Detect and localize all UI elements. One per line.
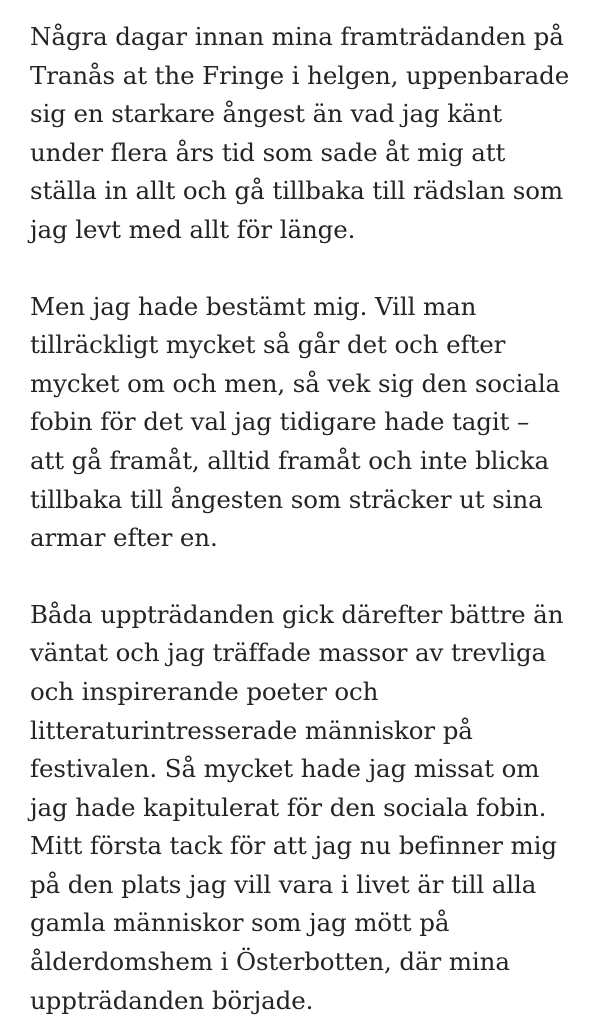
text-line: ålderdomshem i Österbotten, där mina bbox=[30, 947, 510, 977]
text-line: jag levt med allt för länge. bbox=[30, 214, 356, 244]
text-line: litteraturintresserade människor på bbox=[30, 715, 473, 745]
text-line: och inspirerande poeter och bbox=[30, 676, 379, 706]
text-line: Några dagar innan mina framträdanden på bbox=[30, 22, 564, 51]
text-line: ställa in allt och gå tillbaka till rädslan som bbox=[30, 176, 563, 206]
text-line: armar efter en. bbox=[30, 523, 218, 553]
text-line: uppträdanden började. bbox=[30, 985, 314, 1015]
text-line: festivalen. Så mycket hade jag missat om bbox=[30, 754, 540, 784]
text-line: fobin för det val jag tidigare hade tagit – bbox=[30, 407, 530, 437]
text-line: Men jag hade bestämt mig. Vill man bbox=[30, 291, 477, 321]
text-line: att gå framåt, alltid framåt och inte blicka bbox=[30, 445, 550, 475]
text-line: Tranås at the Fringe i helgen, uppenbarade bbox=[30, 60, 570, 90]
article-body bbox=[30, 18, 590, 1020]
text-line: tillbaka till ångesten som sträcker ut sina bbox=[30, 484, 543, 514]
text-line: Mitt första tack för att jag nu befinner mig bbox=[30, 831, 557, 861]
text-line: sig en starkare ångest än vad jag känt bbox=[30, 99, 502, 129]
paragraph-2 bbox=[30, 288, 590, 558]
text-line: mycket om och men, så vek sig den sociala bbox=[30, 368, 561, 398]
text-line: på den plats jag vill vara i livet är till alla bbox=[30, 869, 537, 899]
text-line: Båda uppträdanden gick därefter bättre än bbox=[30, 599, 564, 629]
text-line: gamla människor som jag mött på bbox=[30, 908, 450, 938]
text-line: tillräckligt mycket så går det och efter bbox=[30, 330, 506, 360]
paragraph-3 bbox=[30, 596, 590, 1021]
text-line: under flera års tid som sade åt mig att bbox=[30, 137, 506, 167]
text-line: jag hade kapitulerat för den sociala fobin. bbox=[30, 792, 547, 822]
paragraph-1 bbox=[30, 18, 590, 250]
text-line: väntat och jag träffade massor av trevliga bbox=[30, 638, 547, 668]
